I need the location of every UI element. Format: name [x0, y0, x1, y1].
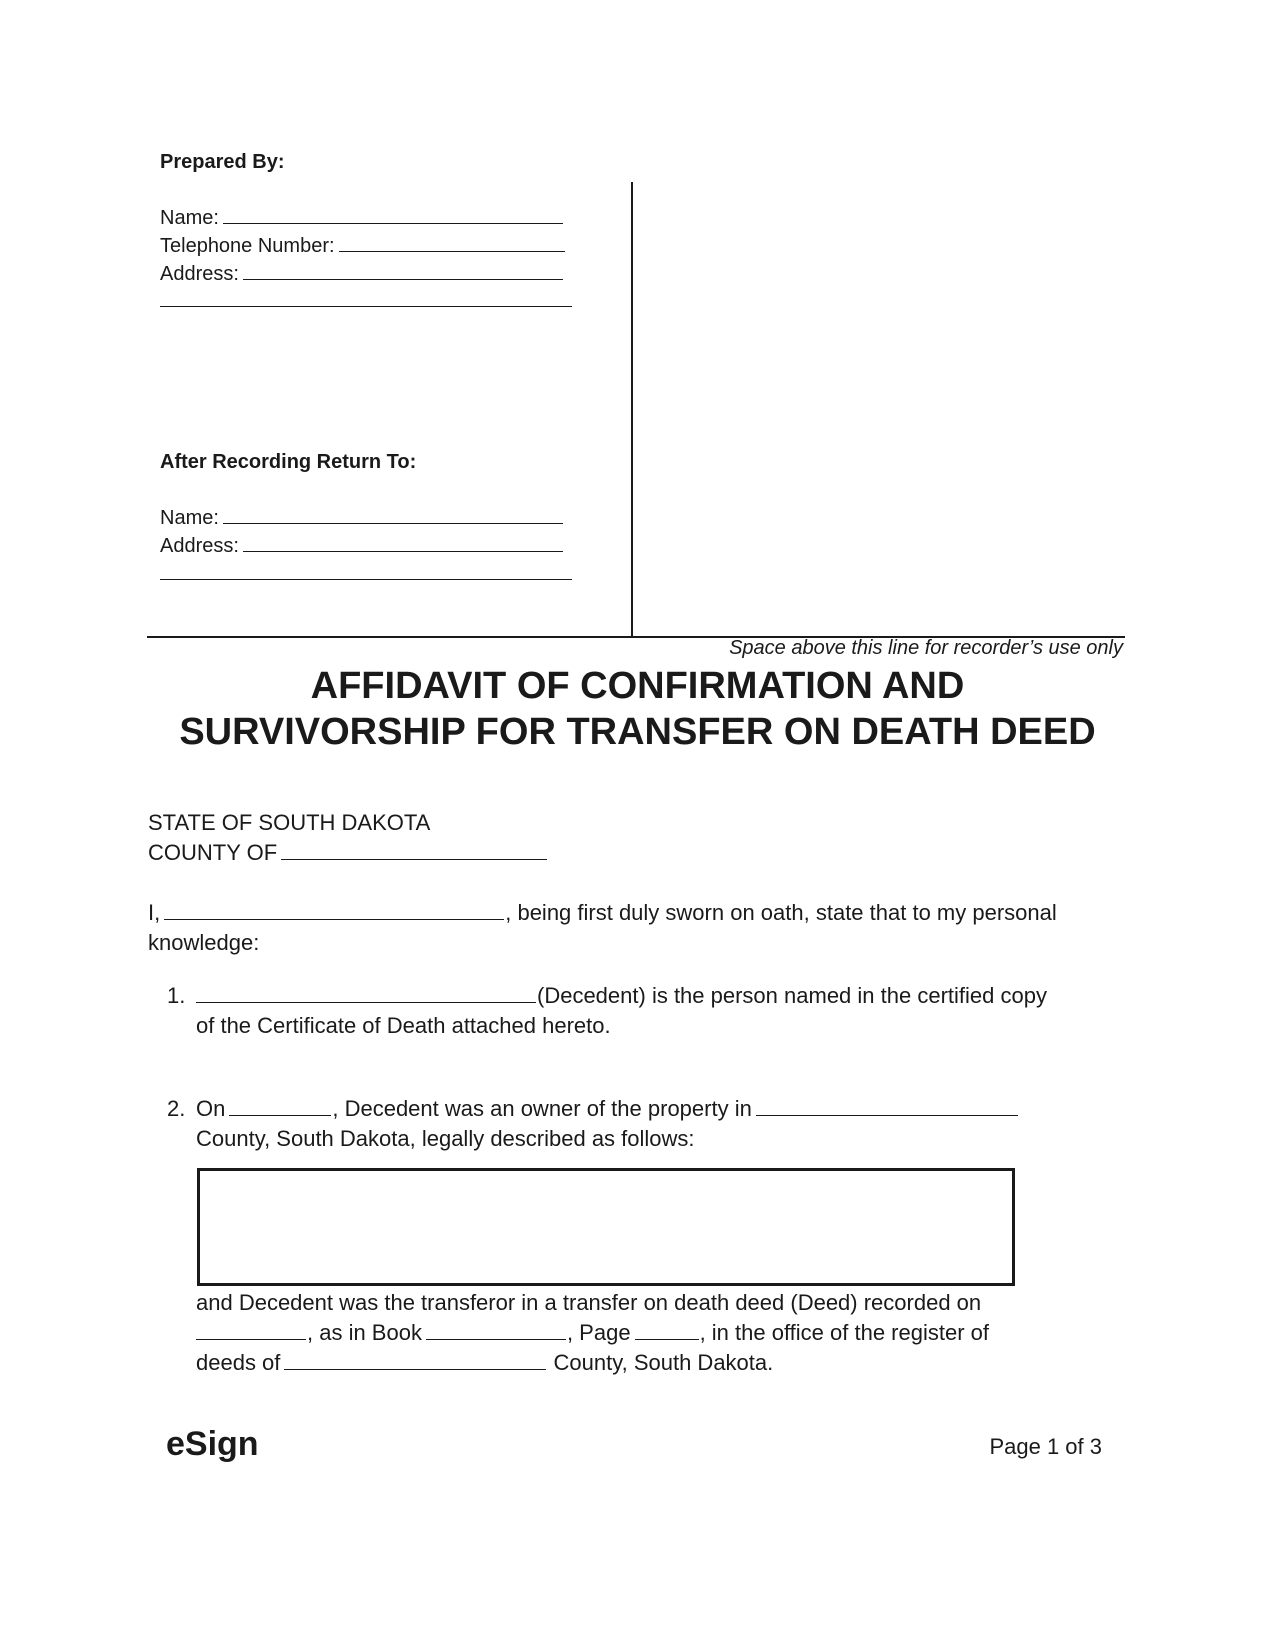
prepared-by-name-label: Name:: [160, 207, 219, 229]
venue-county-label: COUNTY OF: [148, 840, 278, 865]
prepared-by-heading: Prepared By:: [160, 151, 285, 173]
prepared-by-name-row: [160, 203, 564, 232]
intro-line1: [148, 898, 1057, 928]
legal-description-box[interactable]: [197, 1168, 1015, 1286]
book-field[interactable]: [426, 1319, 566, 1340]
return-to-name-field[interactable]: [223, 503, 563, 524]
prepared-by-address-row: [160, 259, 564, 288]
page-field[interactable]: [635, 1319, 699, 1340]
return-to-address-row: [160, 531, 564, 560]
item2-line1: [196, 1094, 1019, 1124]
prepared-by-name-field[interactable]: [223, 203, 563, 224]
return-to-name-label: Name:: [160, 507, 219, 529]
intro-prefix: I,: [148, 900, 161, 925]
item2-text1: , Decedent was an owner of the property in: [332, 1096, 752, 1121]
venue-county-row: [148, 838, 548, 868]
document-title-line1: AFFIDAVIT OF CONFIRMATION AND: [310, 665, 965, 707]
recorder-space-divider: [631, 182, 633, 638]
prepared-by-address-label: Address:: [160, 263, 239, 285]
document-title-line2: SURVIVORSHIP FOR TRANSFER ON DEATH DEED: [179, 711, 1096, 753]
item2-after2-c: , in the office of the register of: [699, 1320, 989, 1345]
item1-text1: (Decedent) is the person named in the certified copy: [537, 983, 1047, 1008]
item1-line2: of the Certificate of Death attached hereto.: [196, 1013, 611, 1038]
return-to-address-field[interactable]: [243, 531, 563, 552]
prepared-by-phone-label: Telephone Number:: [160, 235, 335, 257]
venue-county-field[interactable]: [281, 839, 547, 860]
ownership-date-field[interactable]: [229, 1095, 331, 1116]
return-to-heading: After Recording Return To:: [160, 451, 417, 473]
item2-line2: County, South Dakota, legally described as follows:: [196, 1126, 695, 1151]
prepared-by-address-field[interactable]: [243, 259, 563, 280]
item2-number: 2.: [167, 1096, 186, 1121]
item1-number: 1.: [167, 983, 186, 1008]
item2-after2-b: , Page: [566, 1320, 631, 1345]
prepared-by-phone-field[interactable]: [339, 231, 565, 252]
return-to-address-label: Address:: [160, 535, 239, 557]
item2-after-line1: and Decedent was the transferor in a transfer on death deed (Deed) recorded on: [196, 1290, 982, 1315]
affiant-name-field[interactable]: [164, 899, 504, 920]
venue-state: STATE OF SOUTH DAKOTA: [148, 810, 431, 835]
item2-after3-b: County, South Dakota.: [553, 1350, 774, 1375]
return-to-address-line2[interactable]: [160, 579, 572, 580]
recorder-note: Space above this line for recorder’s use only: [729, 637, 1123, 659]
page-number: Page 1 of 3: [989, 1434, 1102, 1459]
deed-recorded-date-field[interactable]: [196, 1319, 306, 1340]
prepared-by-phone-row: [160, 231, 566, 260]
register-county-field[interactable]: [284, 1349, 546, 1370]
intro-suffix: , being first duly sworn on oath, state that to my personal: [505, 900, 1057, 925]
intro-line2: knowledge:: [148, 930, 260, 955]
esign-logo: eSign: [166, 1425, 259, 1463]
item2-after-line2: [196, 1318, 989, 1348]
return-to-name-row: [160, 503, 564, 532]
prepared-by-address-line2[interactable]: [160, 306, 572, 307]
item2-after2-a: , as in Book: [307, 1320, 422, 1345]
item2-on: On: [196, 1096, 226, 1121]
item2-after-line3: [196, 1348, 773, 1378]
decedent-name-field[interactable]: [196, 982, 536, 1003]
item2-after3-a: deeds of: [196, 1350, 281, 1375]
item1-line1: [196, 981, 1047, 1011]
property-county-field[interactable]: [756, 1095, 1018, 1116]
